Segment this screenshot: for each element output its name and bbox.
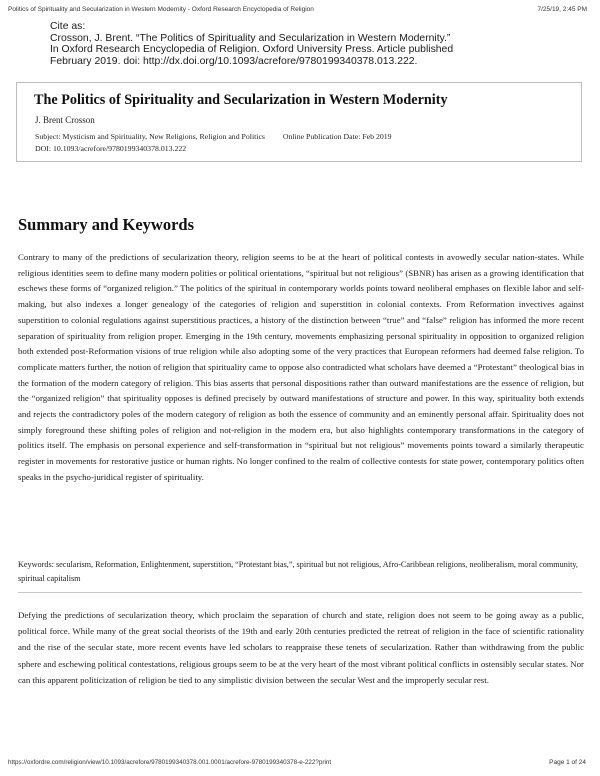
body-paragraph: Defying the predictions of secularization theory, which proclaim the separation of church and state, religion does not seem to be going away as a public, political force. While many of the great social theorists of the 19th and early 20th centuries predicted the retreat of religion in the face of scientific rationality and the rise of the secular state, more recent events have led scholars to reappraise these tenets of secularization. Rather than withdrawing from the public sphere and eschewing political contestations, religious groups seem to be at the very heart of the most vibrant political conflicts in ostensibly secular states. Nor can this apparent politicization of religion be tied to any simplistic division between the secular West and the improperly secular rest. [18, 610, 584, 685]
doi-label: DOI: [35, 144, 52, 153]
print-footer-url: https://oxfordre.com/religion/view/10.1093/acrefore/9780199340378.001.0001/acrefore-9780199340378-e-222?print [8, 759, 332, 766]
keywords-list: secularism, Reformation, Enlightenment, superstition, “Protestant bias,”, spiritual but not religious, Afro-Caribbean religions, neoliberalism, moral community, spiritual capitalism [18, 560, 578, 583]
print-header-datetime: 7/25/19, 2:45 PM [537, 6, 587, 13]
summary-heading: Summary and Keywords [18, 215, 195, 234]
print-footer-page: Page 1 of 24 [549, 759, 586, 766]
article-meta-subject-row [35, 132, 392, 141]
article-meta-doi-row [35, 144, 186, 153]
keywords-block [18, 558, 584, 585]
citation-line-2: In Oxford Research Encyclopedia of Religion. Oxford University Press. Article published [50, 44, 454, 56]
doi-value: 10.1093/acrefore/9780199340378.013.222 [52, 144, 187, 153]
pubdate-value: Feb 2019 [362, 132, 392, 141]
article-title: The Politics of Spirituality and Secularization in Western Modernity [34, 92, 448, 108]
subject-value: Mysticism and Spirituality, New Religions, Religion and Politics [62, 132, 265, 141]
keywords-label: Keywords: [18, 560, 54, 569]
subject-label: Subject: [35, 132, 61, 141]
pubdate-label: Online Publication Date: [282, 132, 361, 141]
citation-label: Cite as: [50, 21, 86, 32]
section-divider [18, 592, 582, 593]
citation-line-3: February 2019. doi: http://dx.doi.org/10.1093/acrefore/9780199340378.013.222. [50, 55, 418, 67]
summary-text: Contrary to many of the predictions of secularization theory, religion seems to be at the heart of political contests in avowedly secular nation-states. While religious identities seem to define many modern polities or political orientations, “spiritual but not religious” (SBNR) has arisen as a growing identification that eschews these forms of “organized religion.” The politics of the spiritual in contemporary worlds points toward neoliberal emphases on flexible labor and self-making, but also indexes a longer genealogy of the categories of religion and superstition in colonial contexts. From Reformation invectives against superstition to colonial regulations against superstitious practices, a history of the distinction between “true” and “false” religion has informed the more recent separation of spirituality from religion proper. Emerging in the 19th century, movements emphasizing personal spirituality in opposition to organized religion both extended post-Reformation visions of true religion while also adopting some of the very practices that European reformers had deemed false religion. To complicate matters further, the notion of religion that spirituality came to oppose also contradicted what scholars have deemed a “Protestant” theological bias in the formation of the modern category of religion. This bias asserts that personal dispositions rather than outward manifestations are the essence of religion, but the “organized religion” that spirituality opposes is defined precisely by outward manifestations of structure and power. In this way, spirituality both extends and rejects the contradictory poles of the modern category of religion as both the essence of community and an eminently personal affair. Spirituality does not simply foreground these shifting poles of religion and not-religion in the modern era, but also highlights contemporary transformations in the category of politics itself. The emphasis on personal experience and self-transformation in “spiritual but not religious” movements points toward a similarly therapeutic register in movements for restorative justice or human rights. No longer confined to the realm of collective contests for state power, contemporary politics often speaks in the psycho-juridical register of spirituality. [18, 252, 584, 482]
citation-block [50, 21, 570, 67]
article-title-box [16, 82, 582, 162]
article-author: J. Brent Crosson [35, 115, 95, 125]
citation-line-1: Crosson, J. Brent. “The Politics of Spirituality and Secularization in Western Modernity.” [50, 32, 451, 44]
print-header-title: Politics of Spirituality and Secularization in Western Modernity - Oxford Research Encyclopedia of Religion [8, 6, 314, 13]
